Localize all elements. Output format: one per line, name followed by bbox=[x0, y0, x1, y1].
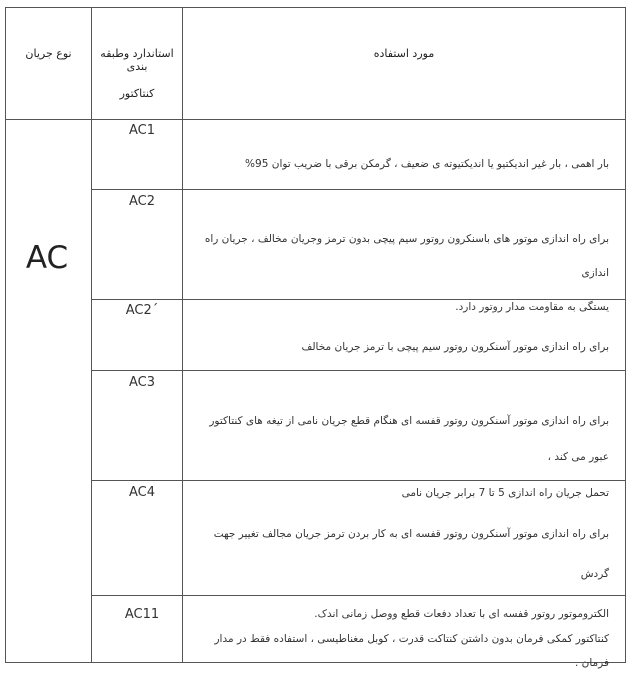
standard-code: AC4 bbox=[128, 485, 155, 500]
contactor-table bbox=[5, 7, 626, 669]
header-standard: استاندارد وطبقه بندی bbox=[100, 47, 174, 73]
table-border-right bbox=[625, 7, 626, 663]
header-current-type: نوع جریان bbox=[25, 47, 72, 60]
table-border-left bbox=[5, 7, 6, 663]
standard-code: AC11 bbox=[124, 607, 160, 622]
header-usage: مورد استفاده bbox=[373, 47, 435, 60]
current-type-label: AC bbox=[25, 240, 69, 276]
standard-code: AC1 bbox=[128, 123, 155, 138]
row-divider bbox=[91, 370, 626, 371]
standard-code: AC3 bbox=[128, 375, 155, 390]
header-divider bbox=[5, 119, 626, 120]
usage-description: برای راه اندازی موتور های باسنکرون روتور سیم پیچی بدون ترمز وجریان مخالف ، جریان راه اندازی یستگی به مقاومت مدار روتور دارد. bbox=[204, 233, 609, 313]
column-divider-2 bbox=[182, 7, 183, 663]
row-divider bbox=[91, 189, 626, 190]
usage-description: برای راه اندازی موتور آسنکرون روتور قفسه ای هنگام قطع جریان نامی از تیغه های کنتاکتور عبور می کند ، تحمل جریان راه اندازی 5 تا 7 برابر جریان نامی bbox=[209, 415, 609, 499]
usage-description: برای راه اندازی موتور آسنکرون روتور سیم پیچی با ترمز جریان مخالف bbox=[301, 341, 609, 353]
usage-description: بار اهمی ، بار غیر اندیکتیو یا اندیکتیوته ی ضعیف ، گرمکن برقی با ضریب توان 95% bbox=[245, 158, 609, 170]
standard-code: AC2ˊ bbox=[125, 303, 159, 318]
header-standard-line2: کنتاکتور bbox=[119, 87, 155, 100]
column-divider-1 bbox=[91, 7, 92, 663]
standard-code: AC2 bbox=[128, 194, 155, 209]
usage-description: کنتاکتور کمکی فرمان بدون داشتن کنتاکت قدرت ، کوبل مغناطیسی ، استفاده فقط در مدار فرمان . bbox=[214, 633, 609, 669]
table-border-top bbox=[5, 7, 626, 8]
usage-description: برای راه اندازی موتور آسنکرون روتور قفسه ای به کار بردن ترمز جریان مجالف تغییر جهت گردش الکتروموتور روتور قفسه ای با تعداد دفعات قطع ووصل زمانی اندک. bbox=[213, 528, 609, 620]
